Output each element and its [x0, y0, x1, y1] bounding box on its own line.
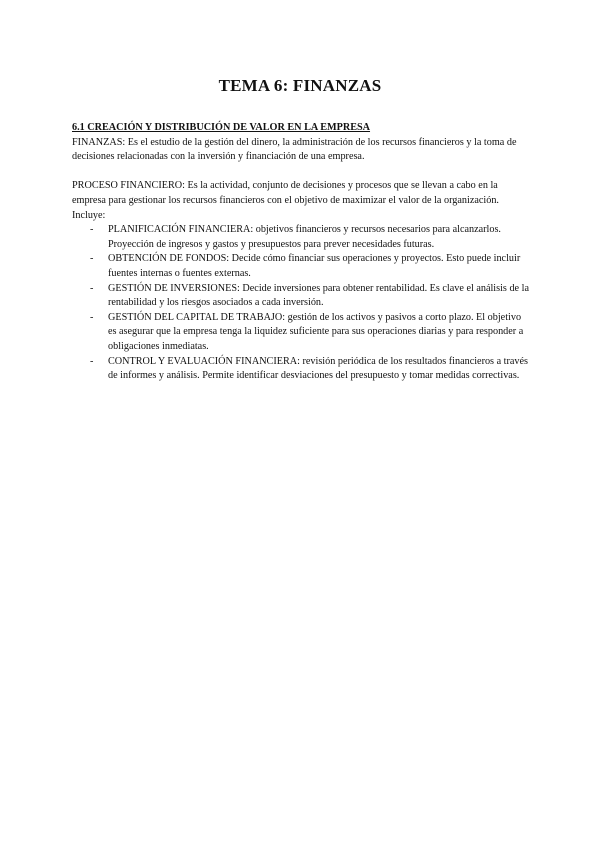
list-item	[72, 311, 532, 355]
proceso-financiero-paragraph: PROCESO FINANCIERO: Es la actividad, conjunto de decisiones y procesos que se llevan a cabo en la empresa para gestionar los recursos financieros con el objetivo de maximizar el valor de la organización.	[72, 180, 499, 206]
list-item-text: PLANIFICACIÓN FINANCIERA: objetivos financieros y recursos necesarios para alcanzarlos. Proyección de ingresos y gastos y presupuestos para prever necesidades futuras.	[108, 224, 501, 250]
page-title: TEMA 6: FINANZAS	[218, 76, 382, 95]
list-item-text: CONTROL Y EVALUACIÓN FINANCIERA: revisión periódica de los resultados financieros a través de informes y análisis. Permite identificar desviaciones del presupuesto y tomar medidas correctivas.	[108, 355, 528, 382]
section-heading: 6.1 CREACIÓN Y DISTRIBUCIÓN DE VALOR EN LA EMPRESA	[72, 122, 371, 133]
list-item	[72, 252, 532, 281]
dash-bullet: -	[90, 355, 94, 367]
document-body	[72, 121, 532, 384]
dash-bullet: -	[90, 282, 94, 294]
list-item	[72, 355, 532, 384]
includes-list	[72, 223, 532, 384]
paragraph-spacer	[72, 165, 532, 180]
dash-bullet: -	[90, 311, 94, 323]
incluye-label: Incluye:	[72, 209, 106, 221]
list-item	[72, 282, 532, 311]
dash-bullet: -	[90, 224, 94, 236]
list-item-text: OBTENCIÓN DE FONDOS: Decide cómo financiar sus operaciones y proyectos. Esto puede incluir fuentes internas o fuentes externas.	[108, 253, 521, 279]
list-item-text: GESTIÓN DEL CAPITAL DE TRABAJO: gestión de los activos y pasivos a corto plazo. El objetivo es asegurar que la empresa tenga la liquidez suficiente para sus operaciones diarias y para responder a obligaciones inmediatas.	[108, 311, 524, 352]
dash-bullet: -	[90, 253, 94, 265]
finanzas-paragraph: FINANZAS: Es el estudio de la gestión del dinero, la administración de los recursos financieros y la toma de decisiones relacionadas con la inversión y financiación de una empresa.	[72, 136, 517, 163]
list-item-text: GESTIÓN DE INVERSIONES: Decide inversiones para obtener rentabilidad. Es clave el análisis de la rentabilidad y los riesgos asociados a cada inversión.	[108, 282, 529, 309]
list-item	[72, 223, 532, 252]
